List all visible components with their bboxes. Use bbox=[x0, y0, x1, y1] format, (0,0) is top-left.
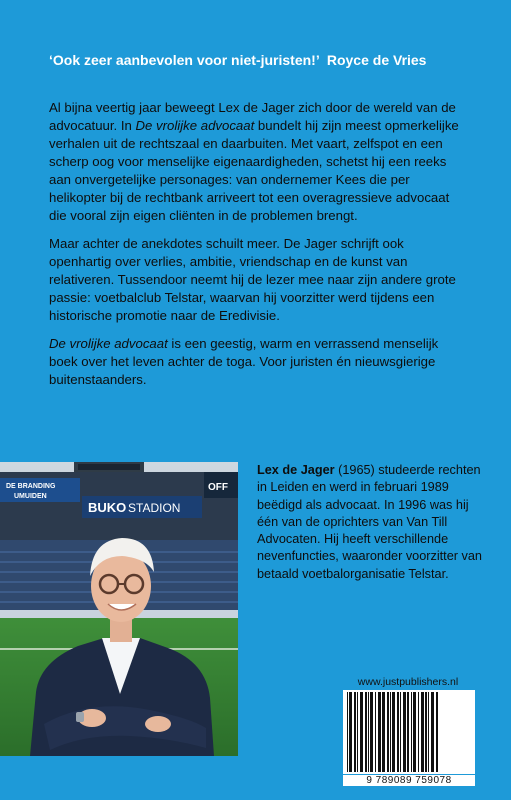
barcode-bar bbox=[365, 692, 367, 772]
barcode-bar bbox=[392, 692, 395, 772]
barcode-bar bbox=[397, 692, 399, 772]
author-bio bbox=[257, 462, 493, 583]
barcode-bar bbox=[400, 692, 401, 772]
barcode-bar bbox=[368, 692, 369, 772]
barcode-bar bbox=[382, 692, 385, 772]
blurb-paragraph-1: Al bijna veertig jaar beweegt Lex de Jager zich door de wereld van de advocatuur. In De vrolijke advocaat bundelt hij zijn meest opmerkelijke verhalen uit de rechtszaal en daarbuiten. Met vaart, zelfspot en een scherp oog voor menselijke eigenaardigheden, schetst hij een reeks aan onvergetelijke personages: van ondernemer Kees die per helikopter bij de rechtbank arriveert tot een overagressieve advocaat die vooral zijn eigen cliënten in de problemen brengt. bbox=[49, 100, 459, 223]
barcode-bars bbox=[343, 690, 475, 774]
author-bio-text: (1965) studeerde rechten in Leiden en werd in februari 1989 beëdigd als advocaat. In 1996 was hij één van de oprichters van Van Till Advocaten. Hij heeft verschillende nevenfuncties, waaronder voorzitter van betaald voetbalorganisatie Telstar. bbox=[257, 463, 482, 581]
barcode-bar bbox=[378, 692, 381, 772]
barcode-bar bbox=[357, 692, 358, 772]
blurb-paragraph-2: Maar achter de anekdotes schuilt meer. De Jager schrijft ook openhartig over verlies, ambitie, vriendschap en de kunst van relativeren. Tussendoor neemt hij de lezer mee naar zijn andere grote passie: voetbalclub Telstar, waarvan hij voorzitter werd tijdens een historische promotie naar de Eredivisie. bbox=[49, 236, 456, 323]
barcode-bar bbox=[436, 692, 438, 772]
barcode-bar bbox=[421, 692, 424, 772]
isbn-barcode bbox=[343, 690, 475, 774]
barcode-bar bbox=[360, 692, 363, 772]
book-title-italic: De vrolijke advocaat bbox=[49, 336, 168, 351]
sign-right: OFF bbox=[208, 482, 228, 493]
barcode-bar bbox=[390, 692, 391, 772]
author-photo bbox=[0, 462, 238, 756]
quote-author: Royce de Vries bbox=[326, 52, 427, 68]
barcode-bar bbox=[403, 692, 406, 772]
author-photo-illustration bbox=[0, 462, 238, 756]
barcode-bar bbox=[411, 692, 412, 772]
barcode-bar bbox=[425, 692, 427, 772]
barcode-bar bbox=[354, 692, 356, 772]
sign-brand: BUKO bbox=[88, 500, 127, 515]
back-cover-blurb bbox=[49, 99, 469, 399]
endorsement-quote bbox=[49, 52, 469, 68]
barcode-bar bbox=[349, 692, 352, 772]
barcode-bar bbox=[347, 692, 348, 772]
barcode-bar bbox=[407, 692, 409, 772]
isbn-number: 9 789089 759078 bbox=[343, 775, 475, 786]
barcode-bar bbox=[370, 692, 373, 772]
sign-left-line2: UMUIDEN bbox=[14, 493, 47, 500]
quote-text: ‘Ook zeer aanbevolen voor niet-juristen!’ bbox=[49, 52, 319, 68]
barcode-bar bbox=[413, 692, 416, 772]
barcode-bar bbox=[418, 692, 419, 772]
book-title-italic: De vrolijke advocaat bbox=[135, 118, 255, 133]
author-name: Lex de Jager bbox=[257, 463, 335, 477]
barcode-bar bbox=[375, 692, 376, 772]
blurb-paragraph-3: De vrolijke advocaat is een geestig, warm en verrassend menselijk boek over het leven achter de toga. Voor juristen én nieuwsgierige buitenstaanders. bbox=[49, 336, 439, 387]
publisher-url: www.justpublishers.nl bbox=[357, 676, 459, 688]
barcode-bar bbox=[431, 692, 434, 772]
sign-stadion: STADION bbox=[128, 501, 181, 515]
barcode-bar bbox=[428, 692, 429, 772]
barcode-bar bbox=[387, 692, 389, 772]
sign-left-line1: DE BRANDING bbox=[6, 483, 56, 490]
